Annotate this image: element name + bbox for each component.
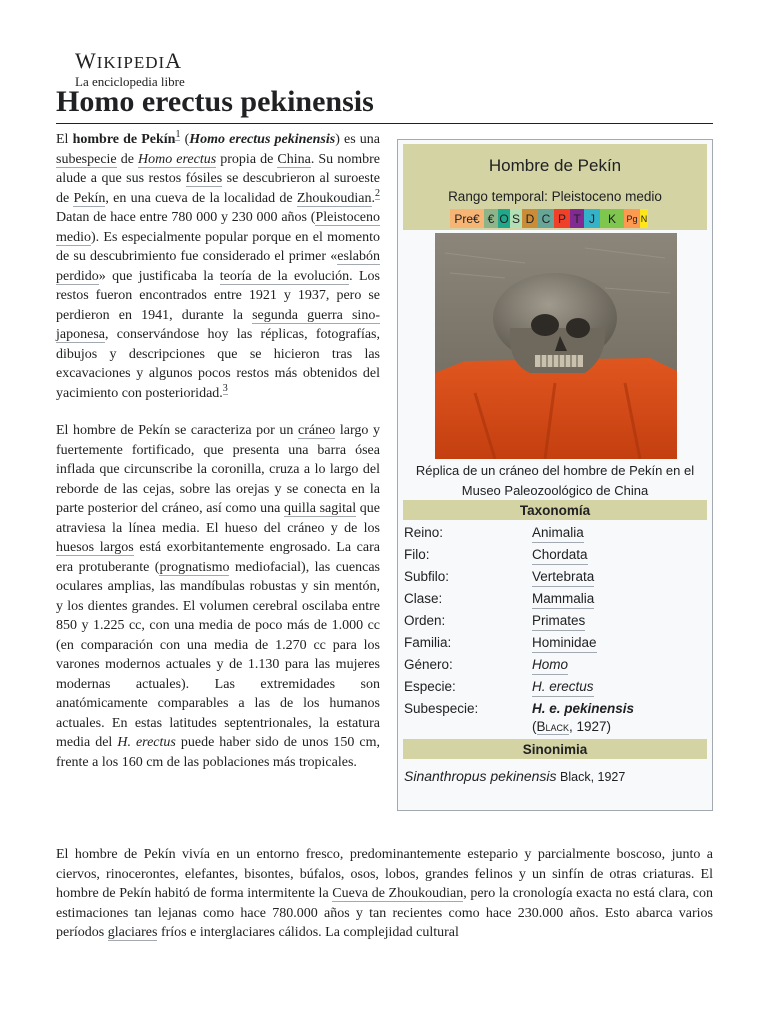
link-glaciares[interactable]: glaciares — [107, 925, 158, 940]
article-lead — [56, 130, 380, 790]
link-prognatismo[interactable]: prognatismo — [159, 559, 230, 575]
link-subespecie[interactable]: subespecie — [56, 151, 117, 167]
page-title: Homo erectus pekinensis — [56, 85, 374, 118]
period-3[interactable]: O — [498, 209, 510, 228]
period-12[interactable]: N — [640, 209, 648, 228]
taxonomy-row — [404, 590, 704, 612]
infobox — [397, 139, 713, 811]
taxonomy-row — [404, 612, 704, 634]
infobox-title: Hombre de Pekín — [403, 144, 707, 188]
temporal-range-label — [403, 188, 707, 206]
period-6[interactable]: C — [538, 209, 554, 228]
taxonomy-value-link[interactable]: Primates — [532, 612, 585, 631]
taxonomy-value-link[interactable]: Hominidae — [532, 634, 597, 653]
link-guerra-sino-japonesa[interactable]: segunda guerra sino-japonesa — [56, 307, 380, 342]
taxonomy-rank: Subespecie: — [404, 701, 479, 716]
link-fosiles[interactable]: fósiles — [185, 171, 223, 186]
title-divider — [56, 123, 713, 124]
taxonomy-rank: Familia: — [404, 635, 452, 650]
taxonomy-row — [404, 546, 704, 568]
geologic-period-bar — [450, 209, 648, 228]
link-teoria-evolucion[interactable]: teoría de la evolución — [219, 268, 350, 284]
paragraph-3: El hombre de Pekín vivía en un entorno fresco, predominantemente estepario y parcialmente boscoso, junto a ciervos, rinocerontes, elefantes, bisontes, búfalos, osos, lobos, grandes felinos y un sinfín de otras criaturas. El hombre de Pekín habitó de forma intermitente la Cueva de Zhoukoudian, pero la cronología exacta no está clara, con estimaciones tan lejanas como hace 780.000 años y tan recientes como hace 230.000 años. Esto abarca varios períodos glaciares fríos e interglaciares cálidos. La complejidad cultural — [56, 847, 714, 940]
logo-wordmark: WIKIPEDIA — [75, 48, 183, 73]
taxonomy-rank: Subfilo: — [404, 569, 450, 584]
link-zhoukoudian[interactable]: Zhoukoudian — [296, 190, 372, 206]
synonym-author: Black, 1927 — [556, 770, 626, 784]
taxonomy-row — [404, 656, 704, 678]
link-temporal-range[interactable]: Rango temporal: Pleistoceno medio — [448, 189, 662, 204]
period-5[interactable]: D — [522, 209, 538, 228]
link-china[interactable]: China — [277, 151, 311, 167]
taxonomy-row — [404, 524, 704, 546]
taxonomy-value-link[interactable]: Chordata — [532, 546, 588, 565]
reference-2[interactable]: 2 — [375, 187, 380, 199]
taxonomy-value-link[interactable]: Mammalia — [532, 590, 594, 609]
taxonomy-table — [404, 524, 704, 740]
synonymy-header: Sinonimia — [403, 739, 707, 759]
taxonomy-rank: Reino: — [404, 525, 444, 540]
taxonomy-header[interactable]: Taxonomía — [403, 500, 707, 520]
period-4[interactable]: S — [510, 209, 522, 228]
taxonomy-rank: Clase: — [404, 591, 443, 606]
link-pleistoceno-medio[interactable]: Pleistoceno medio — [56, 210, 380, 245]
subspecies-name: H. e. pekinensis — [532, 701, 635, 716]
taxonomy-rank: Orden: — [404, 613, 446, 628]
period-10[interactable]: K — [600, 209, 624, 228]
taxonomy-value-link[interactable]: H. erectus — [532, 678, 594, 697]
link-homo-erectus[interactable]: Homo erectus — [138, 151, 217, 167]
period-7[interactable]: P — [554, 209, 570, 228]
period-11[interactable]: Pg — [624, 209, 640, 228]
period-8[interactable]: T — [570, 209, 584, 228]
taxonomy-value-link[interactable]: Homo — [532, 656, 568, 675]
temporal-range — [403, 188, 707, 230]
skull-photo — [435, 233, 677, 459]
subspecies-value: H. e. pekinensis (Black, 1927) — [532, 701, 635, 734]
author-link-black[interactable]: Black — [536, 719, 570, 734]
link-cueva-zhoukoudian[interactable]: Cueva de Zhoukoudian — [332, 886, 464, 901]
synonym-entry — [404, 768, 625, 784]
taxonomy-rank: Especie: — [404, 679, 456, 694]
taxonomy-row — [404, 568, 704, 590]
period-1[interactable]: Pre€ — [450, 209, 484, 228]
period-2[interactable]: € — [484, 209, 498, 228]
period-9[interactable]: J — [584, 209, 600, 228]
synonym-name: Sinanthropus pekinensis — [404, 768, 557, 784]
taxonomy-value-link[interactable]: Vertebrata — [532, 568, 594, 587]
taxonomy-row — [404, 678, 704, 700]
logo-tagline: La enciclopedia libre — [75, 74, 185, 89]
article-body — [56, 845, 713, 943]
reference-3[interactable]: 3 — [222, 382, 228, 394]
link-quilla-sagital[interactable]: quilla sagital — [284, 501, 357, 516]
taxonomy-row-subspecies — [404, 700, 704, 740]
paragraph-2: El hombre de Pekín se caracteriza por un cráneo largo y fuertemente fortificado, que presenta una barra ósea inflada que circunscribe la coronilla, cruza a lo largo del reborde de las cejas, sobre las orejas y se conecta en la parte posterior del cráneo, así como una quilla sagital que atraviesa la línea media. El hueso del cráneo y de los huesos largos está exorbitantemente engrosado. La cara era protuberante (prognatismo mediofacial), las cuencas oculares amplias, las mandíbulas robustas y sin mentón, y los dientes grandes. El volumen cerebral oscilaba entre 850 y 1.225 cc, con una media de poco más de 1.000 cc (en comparación con una media de 1.270 cc para los varones modernos actuales y de 1.130 para las mujeres modernas actuales). Las extremidades son anatómicamente comparables a las de los humanos actuales. En estas latitudes septentrionales, la estatura media del H. erectus puede haber sido de unos 150 cm, frente a los 160 cm de las poblaciones más tropicales. — [56, 423, 381, 770]
taxonomy-rank: Filo: — [404, 547, 430, 562]
reference-1[interactable]: 1 — [175, 129, 181, 141]
paragraph-1: El hombre de Pekín$^1$ (Homo erectus pekinensis) es una subespecie de Homo erectus propia de China. Su nombre alude a que sus restos fósiles se descubrieron al suroeste de Pekín, en una cueva de la localidad de Zhoukoudian.$^2$ Datan de hace entre 780 000 y 230 000 años (Pleistoceno medio). Es especialmente popular porque en el momento de su descubrimiento fue considerado el primer «eslabón perdido» que justificaba la teoría de la evolución. Los restos fueron encontrados entre 1921 y 1937, pero se perdieron en 1941, durante la segunda guerra sino-japonesa, conservándose hoy las réplicas, fotografías, dibujos y descripciones que se hicieron tras las excavaciones y algunos pocos restos más obtenidos del yacimiento con posterioridad.$^3$ — [56, 129, 381, 401]
taxonomy-rank: Género: — [404, 657, 453, 672]
taxonomy-row — [404, 634, 704, 656]
link-eslabon-perdido[interactable]: eslabón perdido — [56, 249, 380, 284]
skull-replica-image[interactable] — [435, 233, 677, 459]
link-pekin[interactable]: Pekín — [73, 190, 106, 206]
taxonomy-value-link[interactable]: Animalia — [532, 524, 584, 543]
image-caption: Réplica de un cráneo del hombre de Pekín en el Museo Paleozoológico de China — [415, 463, 695, 498]
link-huesos-largos[interactable]: huesos largos — [56, 540, 134, 555]
link-craneo[interactable]: cráneo — [297, 423, 336, 438]
